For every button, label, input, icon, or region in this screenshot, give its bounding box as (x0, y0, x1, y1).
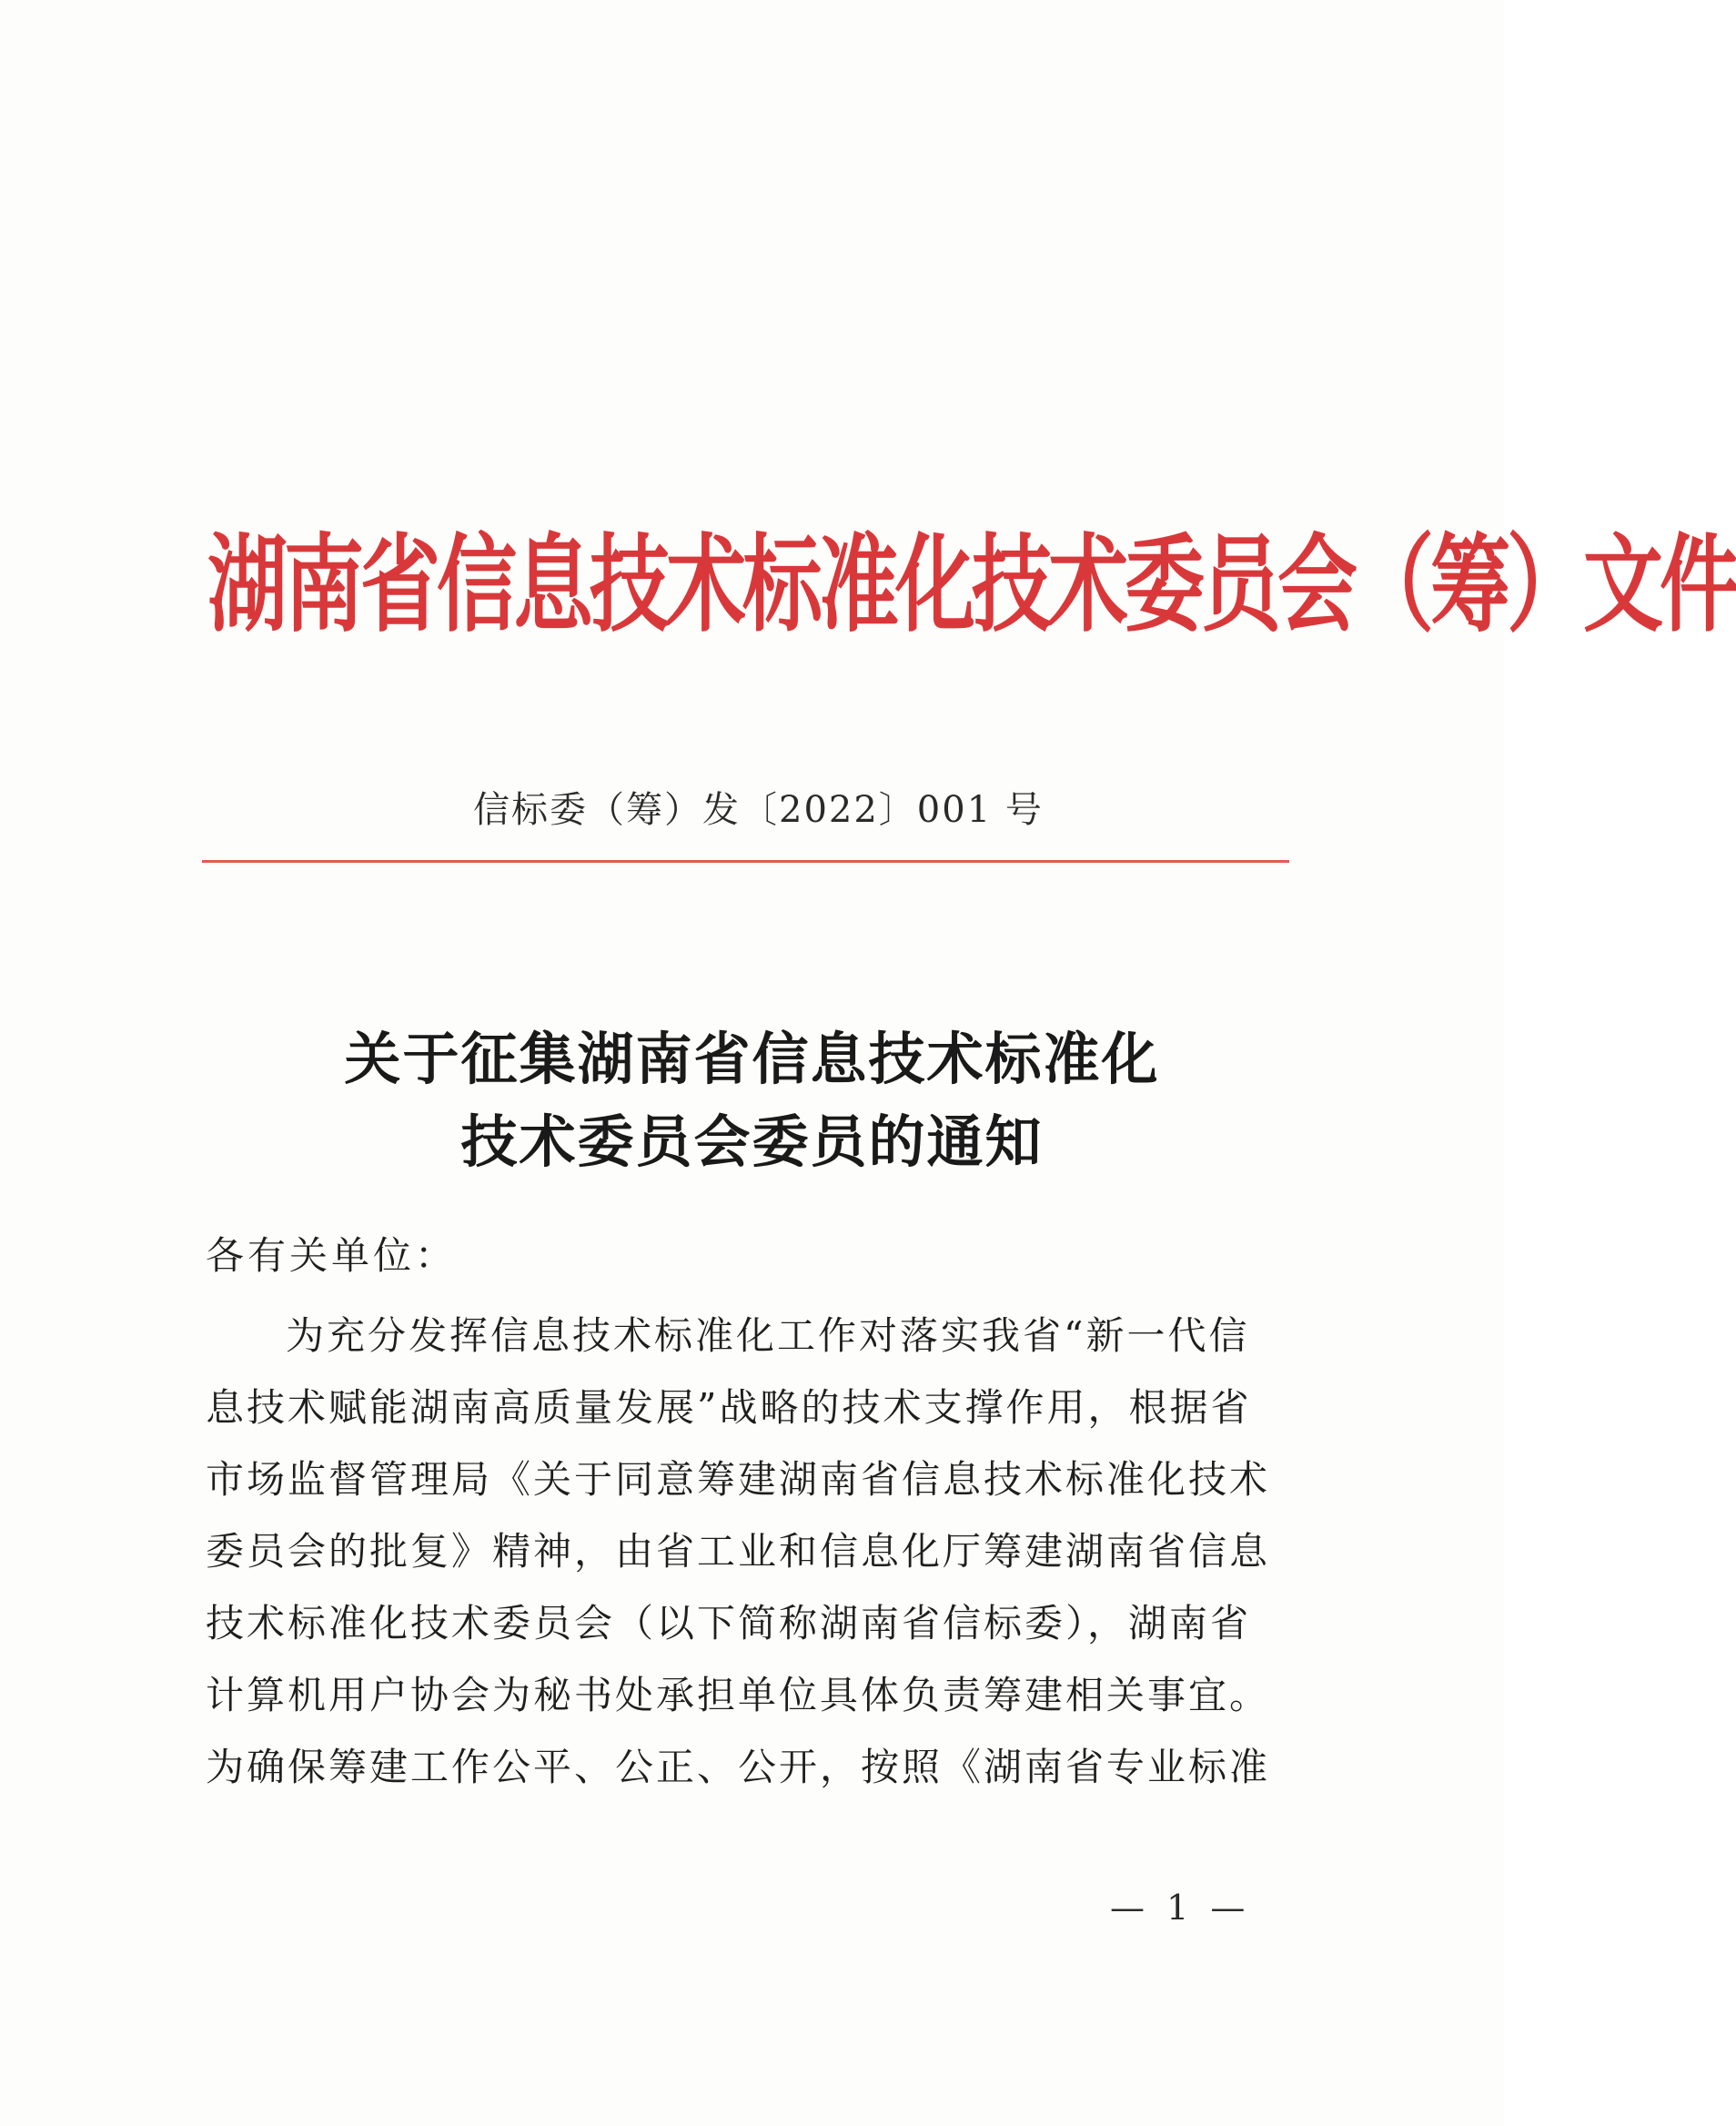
body-paragraph (206, 1300, 1297, 1803)
masthead-title: 湖南省信息技术标准化技术委员会（筹）文件 (207, 522, 1736, 647)
body-line: 委员会的批复》精神，由省工业和信息化厅筹建湖南省信息 (206, 1529, 1271, 1574)
page-number: — 1 — (1110, 1888, 1251, 1928)
body-line: 技术标准化技术委员会（以下简称湖南省信标委），湖南省 (206, 1601, 1252, 1645)
body-line: 为充分发挥信息技术标准化工作对落实我省“新一代信 (286, 1313, 1250, 1358)
body-line: 息技术赋能湖南高质量发展”战略的技术支撑作用，根据省 (206, 1385, 1252, 1430)
notice-title-line-1: 关于征集湖南省信息技术标准化 (344, 1026, 1160, 1092)
notice-title-line-2: 技术委员会委员的通知 (460, 1109, 1044, 1175)
red-divider-line (202, 860, 1289, 863)
body-line: 市场监督管理局《关于同意筹建湖南省信息技术标准化技术 (206, 1457, 1271, 1502)
document-number: 信标委（筹）发〔2022〕001 号 (473, 789, 1044, 831)
body-line: 为确保筹建工作公平、公正、公开，按照《湖南省专业标准 (206, 1745, 1271, 1789)
salutation: 各有关单位： (206, 1233, 458, 1278)
body-line: 计算机用户协会为秘书处承担单位具体负责筹建相关事宜。 (206, 1673, 1271, 1717)
